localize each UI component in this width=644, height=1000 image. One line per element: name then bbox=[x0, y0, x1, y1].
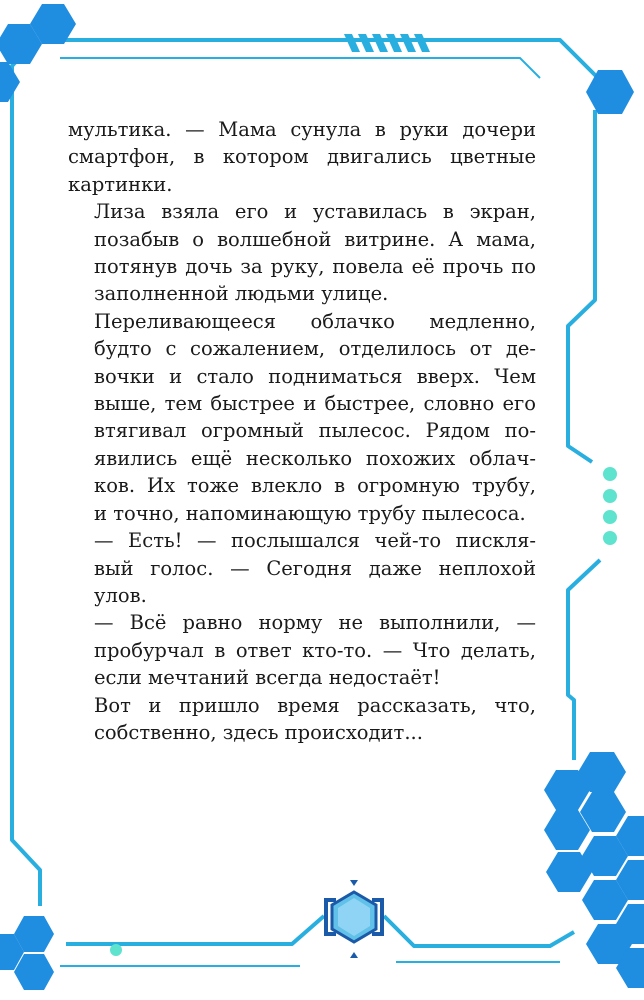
hexagon-top-right bbox=[586, 70, 634, 114]
hexagon-cluster-bottom-left bbox=[0, 916, 54, 990]
dot-bottom-left bbox=[110, 944, 122, 956]
text-line: потянув дочь за руку, повела её прочь по bbox=[94, 255, 536, 279]
text-line: явились ещё несколько похожих облач- bbox=[94, 446, 536, 470]
paragraph bbox=[68, 527, 536, 609]
hexagon-cluster-top-left bbox=[0, 4, 76, 102]
paragraph bbox=[68, 198, 536, 308]
text-line: собственно, здесь происходит... bbox=[94, 720, 423, 744]
paragraph bbox=[68, 609, 536, 691]
text-line: заполненной людьми улице. bbox=[94, 282, 389, 306]
dot-column-right bbox=[603, 467, 617, 545]
paragraph bbox=[68, 692, 536, 747]
text-line: Переливающееся облачко медленно, bbox=[94, 309, 536, 333]
text-line: если мечтаний всегда недостаёт! bbox=[94, 666, 441, 690]
paragraph bbox=[68, 308, 536, 527]
text-line: Вот и пришло время рассказать, что, bbox=[94, 693, 536, 717]
text-line: мультика. — Мама сунула в руки дочери bbox=[68, 118, 536, 141]
hexagon-emblem-bottom bbox=[326, 880, 382, 958]
text-line: — Есть! — послышался чей-то пискля- bbox=[94, 529, 536, 553]
text-line: — Всё равно норму не выполнили, — bbox=[94, 611, 536, 635]
hexagon-cluster-bottom-right bbox=[544, 752, 644, 988]
text-line: улов. bbox=[94, 583, 147, 607]
text-line: смартфон, в котором двигались цветные bbox=[68, 145, 536, 169]
text-line: картинки. bbox=[68, 172, 173, 196]
text-line: вый голос. — Сегодня даже неплохой bbox=[94, 556, 536, 580]
text-line: втягивал огромный пылесос. Рядом по- bbox=[94, 419, 536, 443]
paragraph bbox=[68, 116, 536, 198]
text-line: выше, тем быстрее и быстрее, словно его bbox=[94, 392, 536, 416]
story-text bbox=[68, 116, 536, 746]
text-line: пробурчал в ответ кто-то. — Что делать, bbox=[94, 638, 536, 662]
stripe-ornament bbox=[344, 34, 430, 52]
text-line: вочки и стало подниматься вверх. Чем bbox=[94, 364, 536, 388]
text-line: ков. Их тоже влекло в огромную трубу, bbox=[94, 474, 536, 498]
text-line: будто с сожалением, отделилось от де- bbox=[94, 337, 536, 361]
text-line: Лиза взяла его и уставилась в экран, bbox=[94, 200, 536, 224]
text-line: позабыв о волшебной витрине. А мама, bbox=[94, 227, 536, 251]
text-line: и точно, напоминающую трубу пылесоса. bbox=[94, 501, 526, 525]
